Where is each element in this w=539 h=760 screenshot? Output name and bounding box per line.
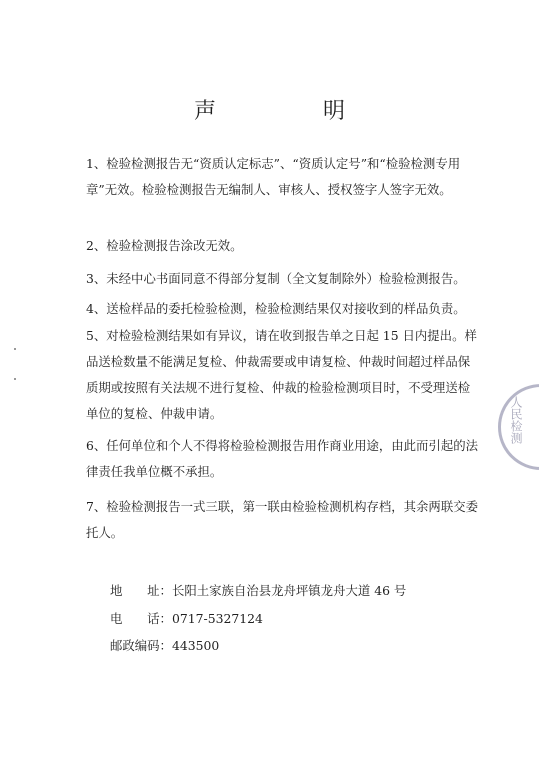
statement-item-1: 1、检验检测报告无“资质认定标志”、“资质认定号”和“检验检测专用章”无效。检验检测报告无编制人、审核人、授权签字人签字无效。 xyxy=(86,156,461,197)
margin-mark xyxy=(14,378,16,380)
phone-label: 电 话： xyxy=(110,611,172,626)
postcode-line xyxy=(110,636,219,656)
address-value: 长阳土家族自治县龙舟坪镇龙舟大道 46 号 xyxy=(172,583,407,598)
margin-mark xyxy=(14,348,16,350)
statement-item-5: 5、对检验检测结果如有异议，请在收到报告单之日起 15 日内提出。样品送检数量不能满足复检、仲裁需要或申请复检、仲裁时间超过样品保质期或按照有关法规不进行复检、仲裁的检验检测项目时，不受理送检单位的复检、仲裁申请。 xyxy=(86,328,477,421)
phone-value: 0717-5327124 xyxy=(172,611,263,626)
page-title: 声 明 xyxy=(194,99,395,124)
address-label: 地 址： xyxy=(110,583,172,598)
seal-text: 人民检测 xyxy=(509,396,523,444)
statement-item-2: 2、检验检测报告涂改无效。 xyxy=(86,238,243,253)
phone-line xyxy=(110,609,263,629)
statement-item-3: 3、未经中心书面同意不得部分复制（全文复制除外）检验检测报告。 xyxy=(86,271,466,286)
postcode-label: 邮政编码： xyxy=(110,638,172,653)
statement-item-6: 6、任何单位和个人不得将检验检测报告用作商业用途，由此而引起的法律责任我单位概不承担。 xyxy=(86,438,478,479)
postcode-value: 443500 xyxy=(171,638,220,653)
statement-item-7: 7、检验检测报告一式三联，第一联由检验检测机构存档，其余两联交委托人。 xyxy=(86,499,478,540)
address-line xyxy=(110,581,406,601)
statement-item-4: 4、送检样品的委托检验检测，检验检测结果仅对接收到的样品负责。 xyxy=(86,301,466,316)
